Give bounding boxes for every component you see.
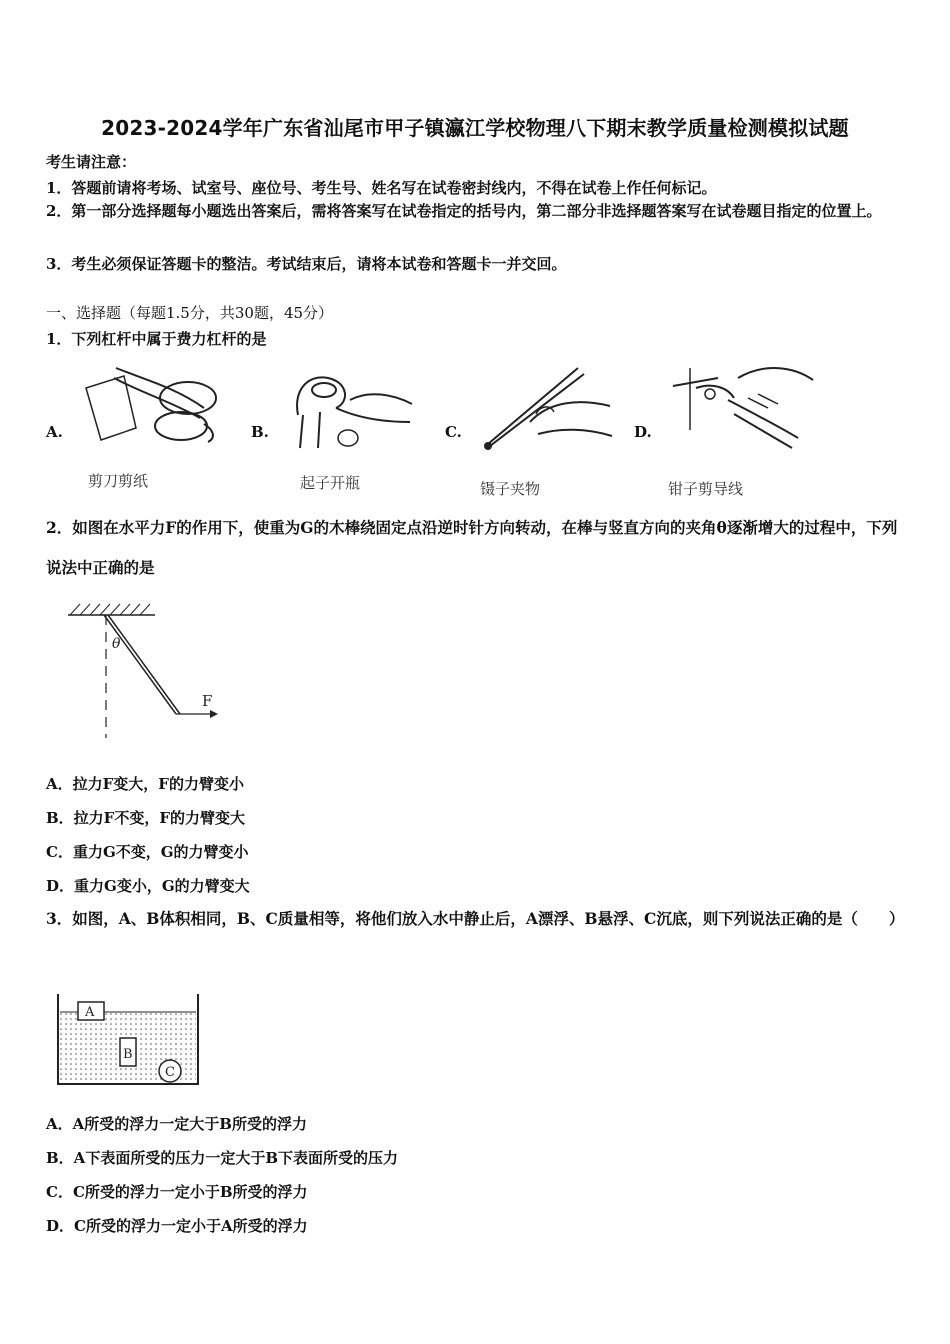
- ball-c-label: C: [165, 1065, 175, 1080]
- q1-option-c-letter: C.: [445, 423, 462, 441]
- q3-option-a: A．A所受的浮力一定大于B所受的浮力: [46, 1115, 307, 1133]
- page-title: 2023-2024学年广东省汕尾市甲子镇瀛江学校物理八下期末教学质量检测模拟试题: [101, 116, 849, 140]
- q1-option-b-letter: B.: [251, 423, 269, 441]
- q1-option-d-letter: D.: [634, 423, 652, 441]
- notice-heading: 考生请注意：: [46, 153, 137, 171]
- rod-rotation-diagram: [60, 598, 230, 748]
- scissors-paper-illustration: [76, 358, 226, 448]
- pliers-wire-illustration: [668, 358, 818, 454]
- theta-label: θ: [112, 636, 121, 652]
- notice-item-2: 2．第一部分选择题每小题选出答案后，需将答案写在试卷指定的括号内，第二部分非选择题答案写在试卷题目指定的位置上。: [46, 202, 882, 220]
- bottle-opener-illustration: [288, 360, 418, 450]
- buoyancy-container-diagram: [54, 992, 204, 1088]
- tweezers-illustration: [478, 362, 618, 454]
- q3-option-b: B．A下表面所受的压力一定大于B下表面所受的压力: [46, 1149, 398, 1167]
- notice-item-3: 3．考生必须保证答题卡的整洁。考试结束后，请将本试卷和答题卡一并交回。: [46, 255, 567, 273]
- block-b-label: B: [123, 1047, 133, 1062]
- q1-option-c-caption: 镊子夹物: [480, 480, 541, 498]
- q1-option-a-letter: A.: [46, 423, 63, 441]
- q3-stem: 3．如图，A、B体积相同，B、C质量相等，将他们放入水中静止后，A漂浮、B悬浮、C沉底，则下列说法正确的是（ ）: [46, 909, 905, 928]
- q2-option-d: D．重力G变小，G的力臂变大: [46, 877, 250, 895]
- q2-option-a: A．拉力F变大，F的力臂变小: [46, 775, 244, 793]
- q3-option-d: D．C所受的浮力一定小于A所受的浮力: [46, 1217, 308, 1235]
- q2-option-b: B．拉力F不变，F的力臂变大: [46, 809, 245, 827]
- q1-option-a-caption: 剪刀剪纸: [88, 472, 149, 490]
- q1-option-d-caption: 钳子剪导线: [668, 480, 744, 498]
- block-a-label: A: [85, 1005, 95, 1020]
- q2-stem: 2．如图在水平力F的作用下，使重为G的木棒绕固定点沿逆时针方向转动，在棒与竖直方向的夹角θ逐渐增大的过程中，下列说法中正确的是: [46, 518, 898, 577]
- q3-option-c: C．C所受的浮力一定小于B所受的浮力: [46, 1183, 308, 1201]
- force-label: F: [202, 692, 213, 710]
- q1-option-b-caption: 起子开瓶: [300, 474, 361, 492]
- q1-stem: 1．下列杠杆中属于费力杠杆的是: [46, 330, 267, 348]
- notice-item-1: 1．答题前请将考场、试室号、座位号、考生号、姓名写在试卷密封线内，不得在试卷上作任何标记。: [46, 179, 717, 197]
- section-heading: 一、选择题（每题1.5分，共30题，45分）: [46, 304, 334, 322]
- q2-option-c: C．重力G不变，G的力臂变小: [46, 843, 249, 861]
